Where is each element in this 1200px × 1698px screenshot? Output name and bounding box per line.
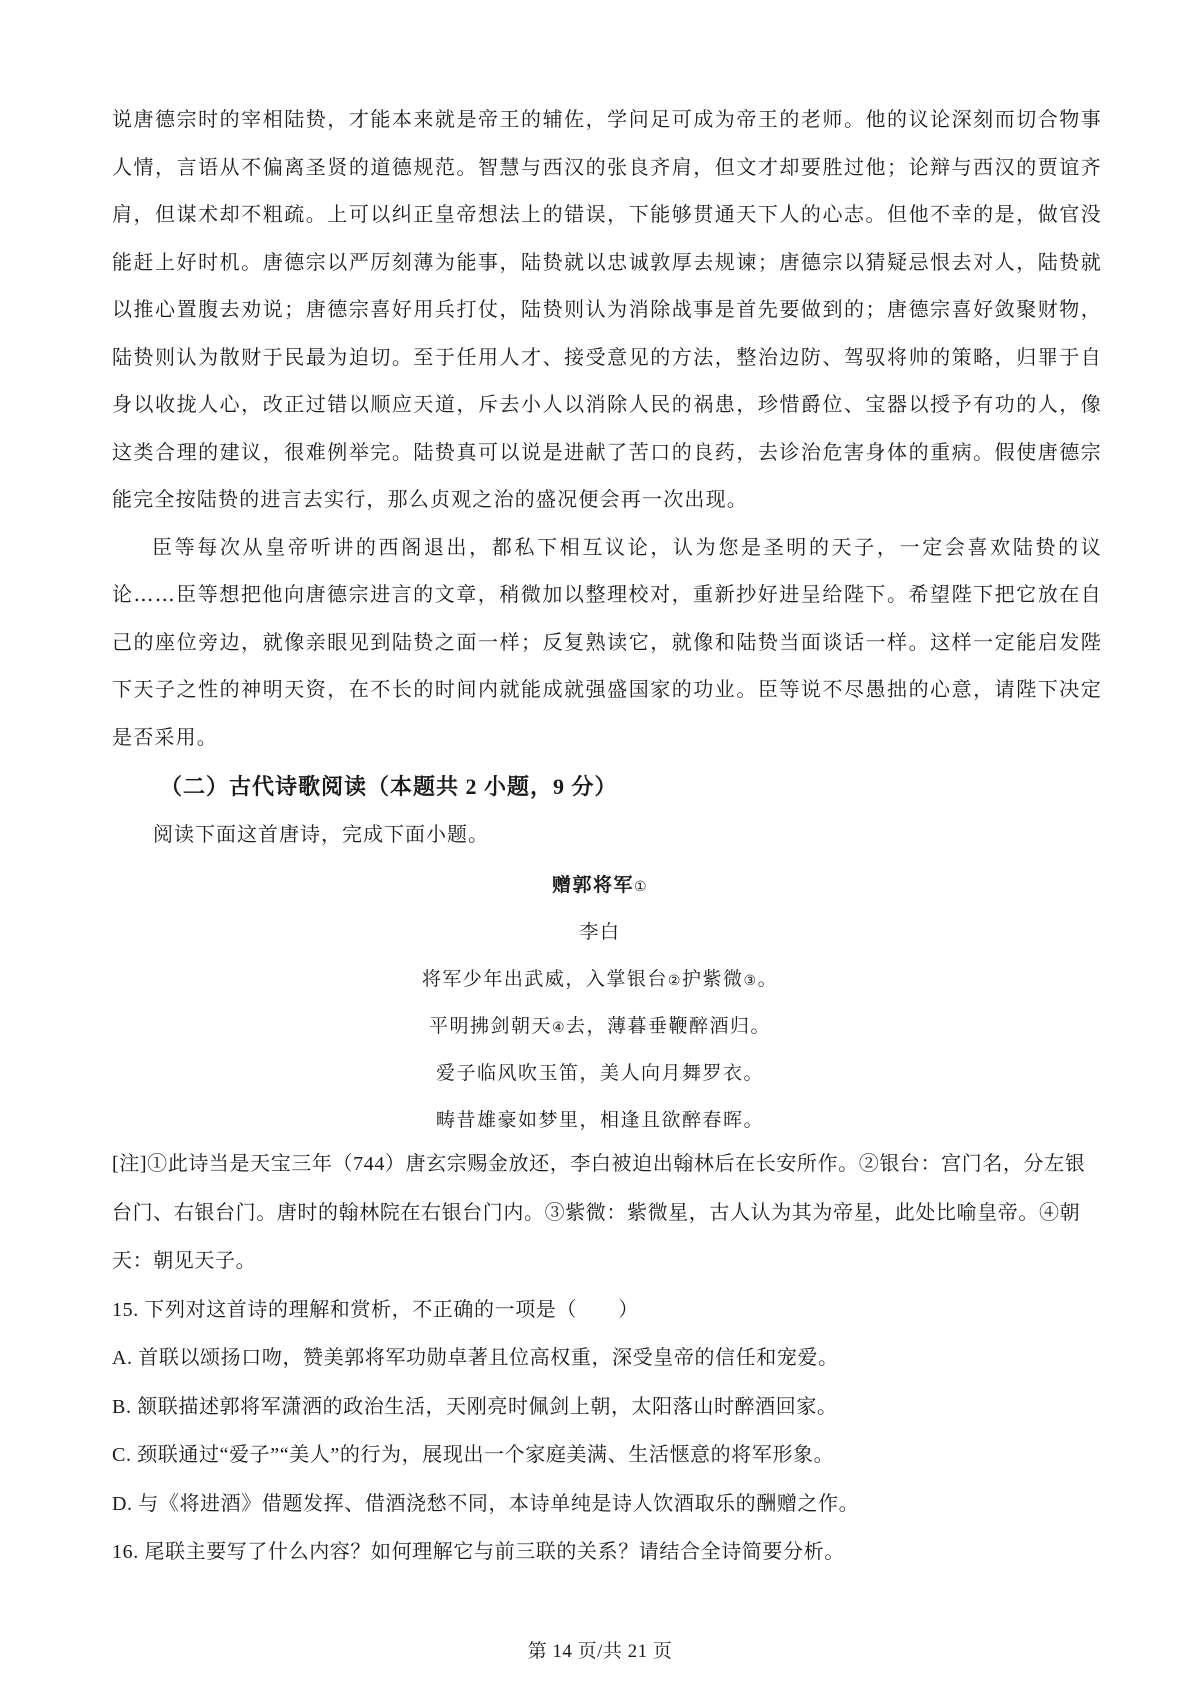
passage-paragraph: 说唐德宗时的宰相陆贽，才能本来就是帝王的辅佐，学问足可成为帝王的老师。他的议论深刻而切合物事人情，言语从不偏离圣贤的道德规范。智慧与西汉的张良齐肩，但文才却要胜过他；论辩与西汉的贾谊齐肩，但谋术却不粗疏。上可以纠正皇帝想法上的错误，下能够贯通天下人的心志。但他不幸的是，做官没能赶上好时机。唐德宗以严厉刻薄为能事，陆贽就以忠诚敦厚去规谏；唐德宗以猜疑忌恨去对人，陆贽就以推心置腹去劝说；唐德宗喜好用兵打仗，陆贽则认为消除战事是首先要做到的；唐德宗喜好敛聚财物，陆贽则认为散财于民最为迫切。至于任用人才、接受意见的方法，整治边防、驾驭将帅的策略，归罪于自身以收拢人心，改正过错以顺应天道，斥去小人以消除人民的祸患，珍惜爵位、宝器以授予有功的人，像这类合理的建议，很难例举完。陆贽真可以说是进献了苦口的良药，去诊治危害身体的重病。假使唐德宗能完全按陆贽的进言去实行，那么贞观之治的盛况便会再一次出现。 bbox=[112, 107, 1102, 511]
answer-option: A. 首联以颂扬口吻，赞美郭将军功勋卓著且位高权重，深受皇帝的信任和宠爱。 bbox=[112, 1347, 839, 1369]
section-instruction: 阅读下面这首唐诗，完成下面小题。 bbox=[153, 824, 489, 846]
footnote-marker: ① bbox=[633, 879, 649, 895]
poem-notes: [注]①此诗当是天宝三年（744）唐玄宗赐金放还，李白被迫出翰林后在长安所作。②银台：宫门名，分左银台门、右银台门。唐时的翰林院在右银台门内。③紫微：紫微星，古人认为其为帝星，此处比喻皇帝。④朝天：朝见天子。 bbox=[112, 1153, 1086, 1272]
question-stem: 15. 下列对这首诗的理解和赏析，不正确的一项是（ ） bbox=[112, 1298, 639, 1321]
poem-text: 平明拂剑朝天 bbox=[428, 1015, 552, 1037]
poem bbox=[0, 862, 1200, 1144]
poem-author: 李白 bbox=[579, 921, 621, 943]
poem-text: 去，薄暮垂鞭醉酒归。 bbox=[566, 1015, 772, 1037]
passage-paragraph: 臣等每次从皇帝听讲的西阁退出，都私下相互议论，认为您是圣明的天子，一定会喜欢陆贽的议论……臣等想把他向唐德宗进言的文章，稍微加以整理校对，重新抄好进呈给陛下。希望陛下把它放在自己的座位旁边，就像亲眼见到陆贽之面一样；反复熟读它，就像和陆贽当面谈话一样。这样一定能启发陛下天子之性的神明天资，在不长的时间内就能成就强盛国家的功业。臣等说不尽愚拙的心意，请陛下决定是否采用。 bbox=[112, 534, 1102, 749]
footnote-marker: ③ bbox=[743, 973, 758, 989]
poem-line bbox=[0, 1097, 1200, 1144]
poem-text: 畴昔雄豪如梦里，相逢且欲醉春晖。 bbox=[435, 1109, 764, 1131]
answer-option: D. 与《将进酒》借题发挥、借酒浇愁不同，本诗单纯是诗人饮酒取乐的酬赠之作。 bbox=[112, 1492, 860, 1515]
poem-text: 护紫微 bbox=[681, 968, 744, 990]
answer-option: B. 颔联描述郭将军潇洒的政治生活，天刚亮时佩剑上朝，太阳落山时醉酒回家。 bbox=[112, 1395, 838, 1418]
classical-passage-translation bbox=[112, 96, 1102, 761]
footnote-marker: ② bbox=[667, 973, 682, 989]
poem-line bbox=[0, 956, 1200, 1003]
poem-text: 爱子临风吹玉笛，美人向月舞罗衣。 bbox=[435, 1062, 764, 1084]
poem-title-line bbox=[0, 862, 1200, 909]
poem-text: 。 bbox=[757, 968, 779, 990]
footnote-marker: ④ bbox=[551, 1020, 567, 1036]
page-number: 第 14 页/共 21 页 bbox=[527, 1641, 673, 1662]
poem-text: 将军少年出武威，入掌银台 bbox=[421, 968, 668, 990]
poem-line bbox=[0, 1050, 1200, 1097]
answer-option: C. 颈联通过“爱子”“美人”的行为，展现出一个家庭美满、生活惬意的将军形象。 bbox=[112, 1444, 835, 1466]
section-heading: （二）古代诗歌阅读（本题共 2 小题，9 分） bbox=[160, 774, 618, 799]
notes-and-questions bbox=[112, 1140, 1102, 1577]
poem-line bbox=[0, 1003, 1200, 1050]
poem-title: 赠郭将军 bbox=[551, 874, 634, 896]
question-stem: 16. 尾联主要写了什么内容？如何理解它与前三联的关系？请结合全诗简要分析。 bbox=[112, 1541, 845, 1563]
